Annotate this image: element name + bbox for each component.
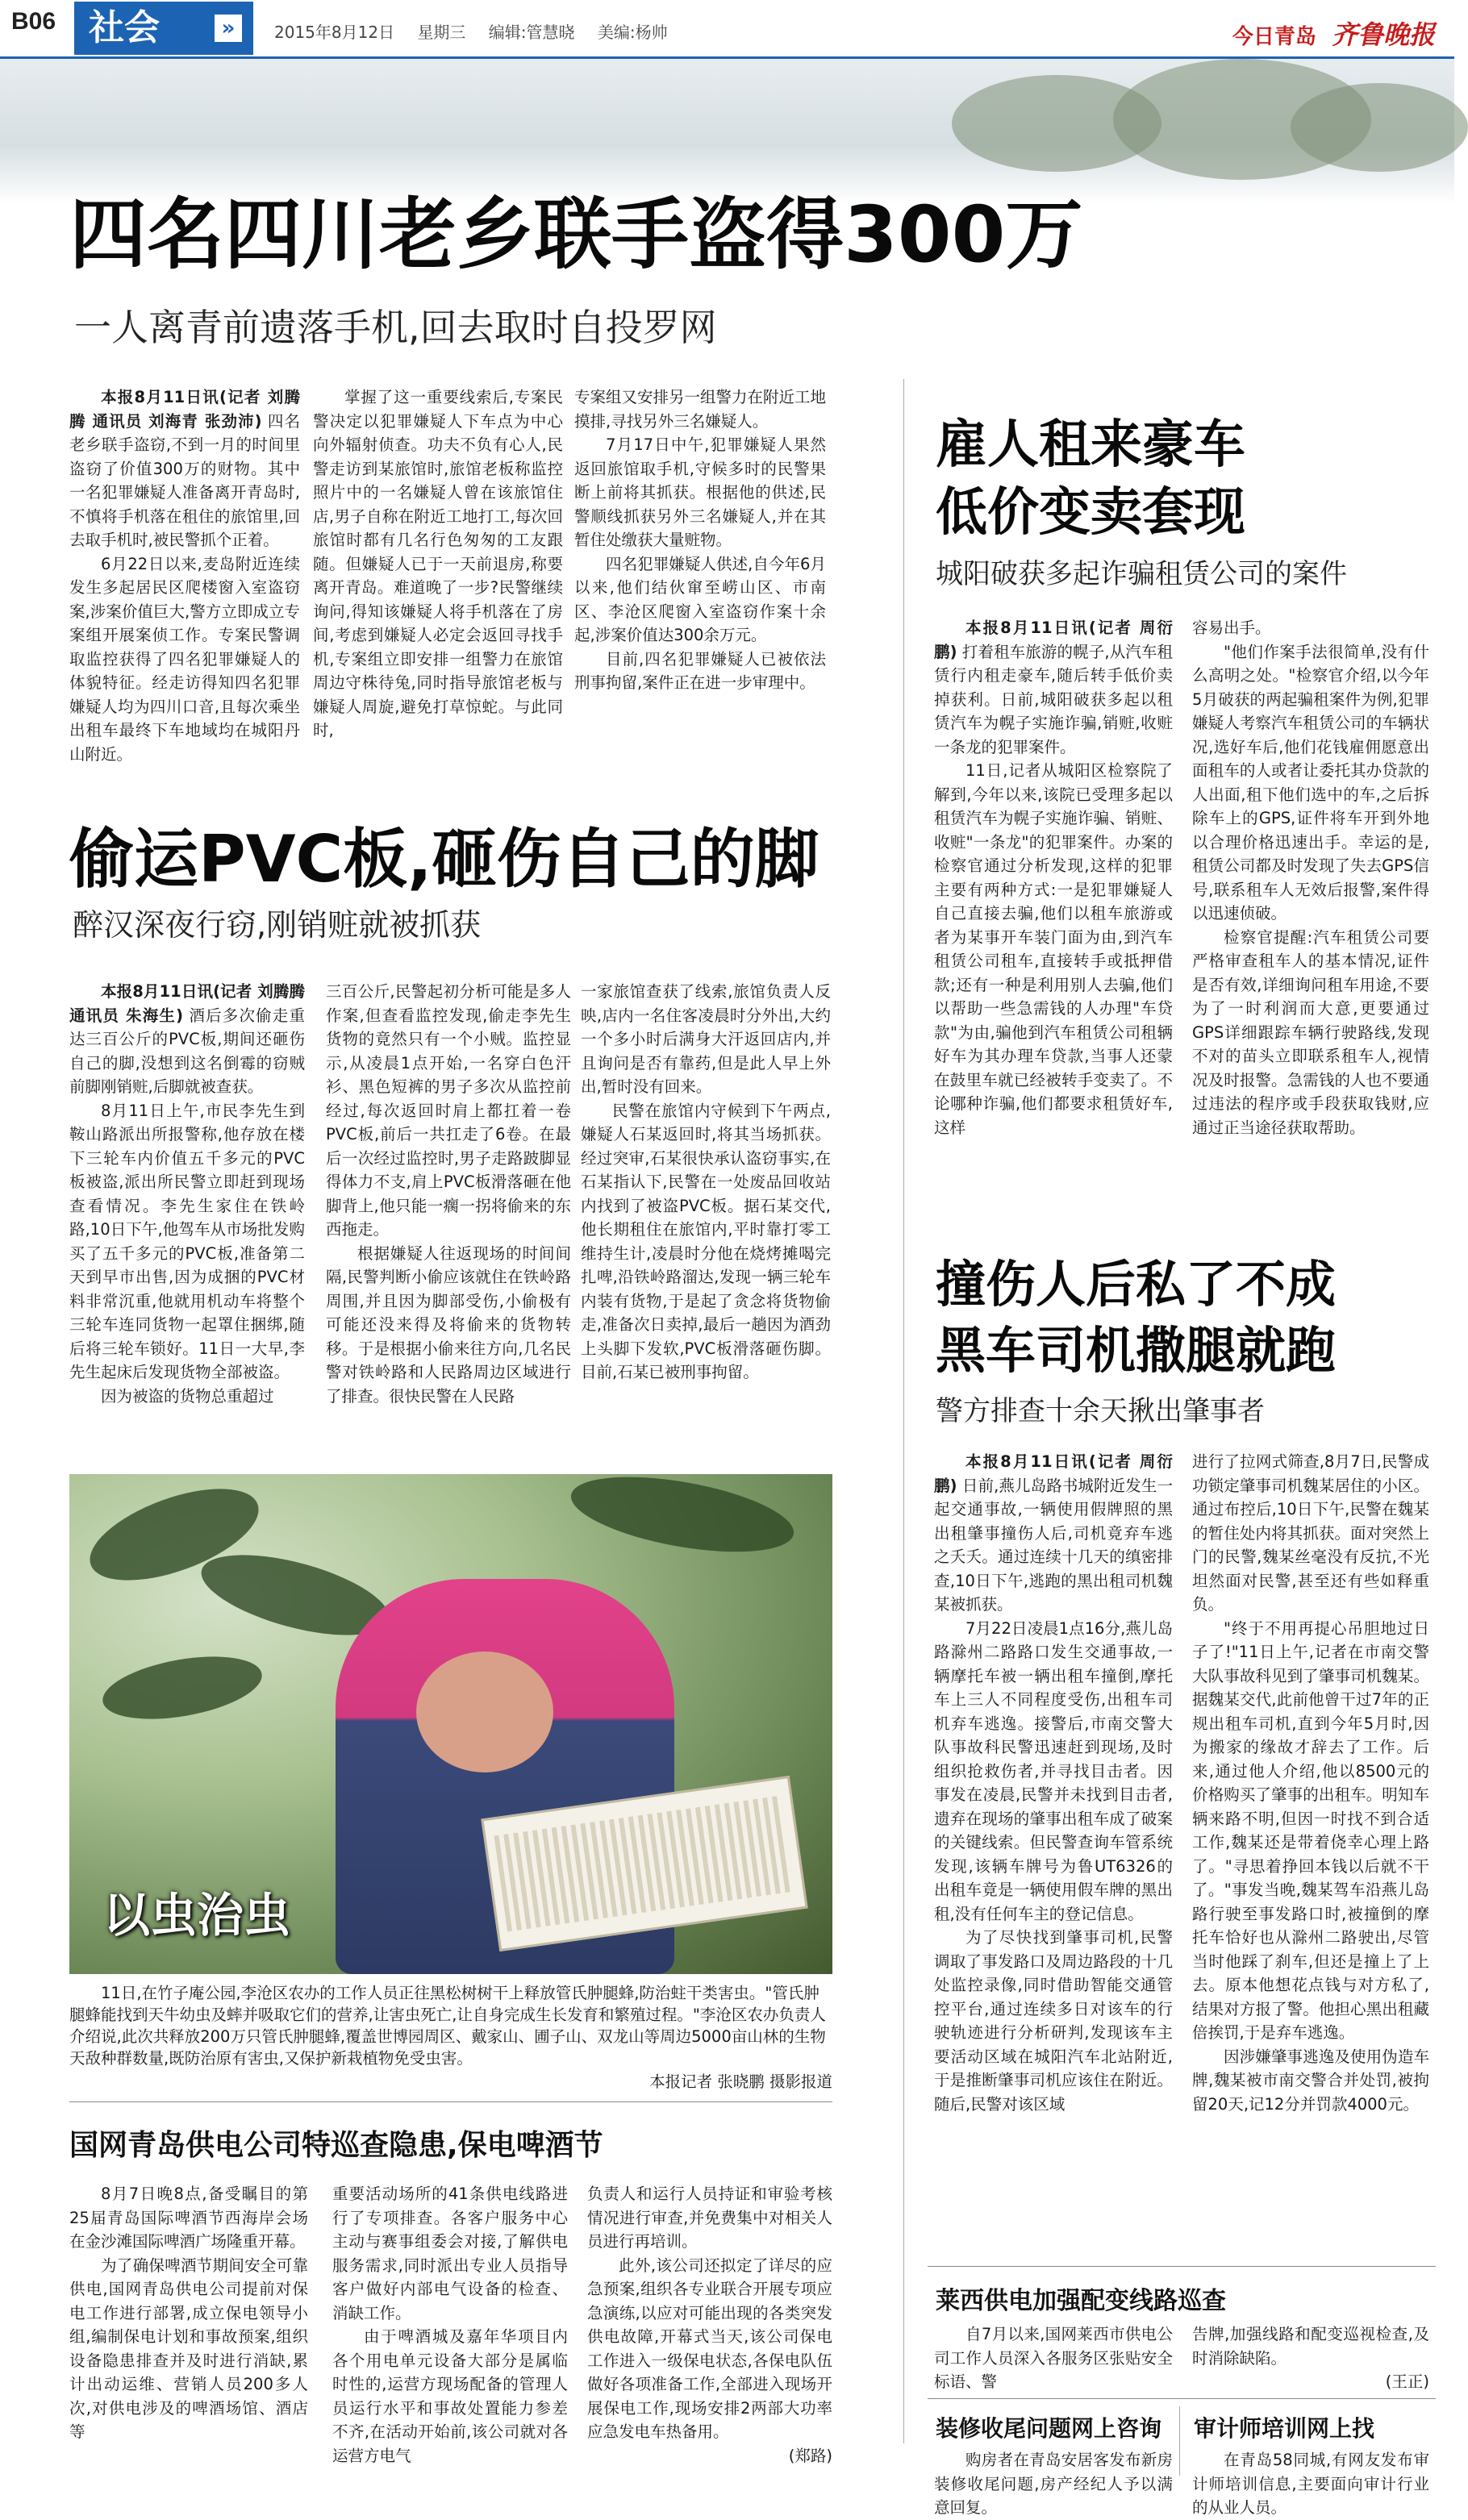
article3-headline-line1: 雇人租来豪车 — [936, 415, 1245, 475]
article2-paragraph: 酒后多次偷走重达三百公斤的PVC板,期间还砸伤自己的脚,没想到这名倒霉的窃贼前脚刚销赃,后脚就被查获。 — [69, 1006, 305, 1096]
column-divider — [903, 379, 904, 2443]
brief3-body — [1192, 2448, 1429, 2517]
article2-paragraph: 民警在旅馆内守候到下午两点,嫌疑人石某返回时,将其当场抓获。经过突审,石某很快承认盗窃事实,在石某指认下,民警在一处废品回收站内找到了被盗PVC板。据石某交代,他长期租住在旅馆内,平时靠打零工维持生计,凌晨时分他在烧烤摊喝完扎啤,沿铁岭路溜达,发现一辆三轮车内装有货物,于是起了贪念将货物偷走,准备次日卖掉,最后一趟因为酒劲上头脚下发软,PVC板滑落砸伤脚。目前,石某已被刑事拘留。 — [581, 1101, 831, 1381]
article4-byline: 本报8月11日讯(记者 周衍鹏) — [934, 1452, 1173, 1495]
article3-headline-line2: 低价变卖套现 — [936, 483, 1245, 543]
article2-paragraph: 因为被盗的货物总重超过 — [101, 1386, 274, 1406]
brief1-title: 莱西供电加强配变线路巡查 — [936, 2287, 1226, 2315]
brief1-author: (王正) — [1385, 2372, 1429, 2391]
worker-face — [416, 1652, 553, 1772]
article1-paragraph: 四名老乡联手盗窃,不到一月的时间里盗窃了价值300万的财物。其中一名犯罪嫌疑人准备离开青岛时,不慎将手机落在租住的旅馆里,回去取手机时,被民警抓个正着。 — [69, 411, 301, 549]
article4-paragraph: 日前,燕儿岛路书城附近发生一起交通事故,一辆使用假牌照的黑出租肇事撞伤人后,司机竟弃车逃之夭夭。通过连续十几天的缜密排查,10日下午,逃跑的黑出租司机魏某被抓获。 — [934, 1476, 1173, 1614]
brief1-text: 告牌,加强线路和配变巡视检查,及时消除缺陷。 — [1192, 2325, 1429, 2368]
article2-paragraph: 三百公斤,民警起初分析可能是多人作案,但查看监控发现,偷走李先生货物的竟然只有一个小贼。监控显示,从凌晨1点开始,一名穿白色汗衫、黑色短裤的男子多次从监控前经过,每次返回时肩上都扛着一卷PVC板,前后一共扛走了6卷。在最后一次经过监控时,男子走路跛脚显得体力不支,肩上PVC板滑落砸在他脚背上,他只能一瘸一拐将偷来的东西拖走。 — [326, 982, 571, 1239]
article3-byline: 本报8月11日讯(记者 周衍鹏) — [934, 619, 1173, 661]
brief-divider-vertical — [1179, 2406, 1180, 2476]
article5-column-3 — [587, 2182, 832, 2465]
article2-column-2 — [326, 980, 571, 1464]
article4-headline-line2: 黑车司机撒腿就跑 — [936, 1321, 1337, 1380]
brief-divider — [928, 2266, 1436, 2267]
article1-paragraph: 6月22日以来,麦岛附近连续发生多起居民区爬楼窗入室盗窃案,涉案价值巨大,警方立即成立专案组开展案侦工作。专案民警调取监控获得了四名犯罪嫌疑人的体貌特征。经走访得知四名犯罪嫌疑人均为四川口音,且每次乘坐出租车最终下车地域均在城阳丹山附近。 — [69, 554, 300, 764]
brand-logo: 齐鲁晚报 — [1331, 19, 1435, 50]
top-banner-photo — [0, 59, 1454, 204]
brief-divider — [928, 2398, 1436, 2399]
article1-paragraph: 目前,四名犯罪嫌疑人已被依法刑事拘留,案件正在进一步审理中。 — [574, 649, 826, 692]
article2-headline: 偷运PVC板,砸伤自己的脚 — [69, 822, 819, 897]
issue-weekday: 星期三 — [417, 23, 466, 42]
article4-subhead: 警方排查十余天揪出肇事者 — [936, 1395, 1265, 1427]
article1-headline: 四名四川老乡联手盗得300万 — [69, 190, 1083, 280]
article2-paragraph: 根据嫌疑人往返现场的时间间隔,民警判断小偷应该就住在铁岭路周围,并且因为脚部受伤,小偷极有可能还没来得及将偷来的货物转移。于是根据小偷来往方向,几名民警对铁岭路和人民路周边区域进行了排查。很快民警在人民路 — [326, 1243, 571, 1406]
article3-paragraph: 11日,记者从城阳区检察院了解到,今年以来,该院已受理多起以租赁汽车为幌子实施诈骗、销赃、收赃"一条龙"的犯罪案件。办案的检察官通过分析发现,这样的犯罪主要有两种方式:一是犯罪嫌疑人自己直接去骗,他们以租车旅游或者为某事开车装门面为由,到汽车租赁公司租车,直接转手或抵押借款;还有一种是利用别人去骗,他们以帮助一些急需钱的人办理"车贷款"为由,骗他到汽车租赁公司租辆好车为其办理车贷款,当事人还蒙在鼓里车就已经被转手变卖了。不论哪种诈骗,他们都要求租赁好车,这样 — [934, 761, 1173, 1137]
article5-paragraph: 为了确保啤酒节期间安全可靠供电,国网青岛供电公司提前对保电工作进行部署,成立保电领导小组,编制保电计划和事故预案,组织设备隐患排查并及时进行消缺,累计出动运维、营销人员200多人次,对供电涉及的啤酒场馆、酒店等 — [69, 2256, 308, 2441]
brief1-column-2 — [1192, 2322, 1429, 2397]
edition-name: 今日青岛 — [1232, 25, 1316, 49]
brief1-column-1 — [934, 2322, 1173, 2397]
brief3-title: 审计师培训网上找 — [1194, 2415, 1375, 2442]
article4-paragraph: 进行了拉网式筛查,8月7日,民警成功锁定肇事司机魏某居住的小区。通过布控后,10日下午,民警在魏某的暂住处内将其抓获。面对突然上门的民警,魏某丝毫没有反抗,不光坦然面对民警,甚至还有些如释重负。 — [1192, 1452, 1429, 1614]
issue-date: 2015年8月12日 — [274, 23, 395, 42]
brief2-title: 装修收尾问题网上咨询 — [936, 2415, 1162, 2442]
article5-column-1 — [69, 2182, 308, 2456]
article5-paragraph: 由于啤酒城及嘉年华项目内各个用电单元设备大部分是属临时性的,运营方现场配备的管理人员运行水平和事故处置能力参差不齐,在活动开始前,该公司就对各运营方电气 — [332, 2327, 568, 2465]
article1-column-2 — [313, 385, 563, 797]
article1-subhead: 一人离青前遗落手机,回去取时自投罗网 — [74, 306, 717, 349]
article1-column-3 — [574, 385, 826, 797]
article5-column-2 — [332, 2182, 568, 2465]
section-label — [74, 2, 253, 55]
page-number: B06 — [11, 8, 56, 35]
photo-caption-text: 11日,在竹子庵公园,李沧区农办的工作人员正往黑松树树干上释放管氏肿腿蜂,防治蛀干类害虫。"管氏肿腿蜂能找到天牛幼虫及蟀并吸取它们的营养,让害虫死亡,让自身完成生长发育和繁殖过程。"李沧区农办负责人介绍说,此次共释放200万只管氏肿腿蜂,覆盖世博园周区、戴家山、圃子山、双龙山等周边5000亩山林的生物天敌种群数量,既防治原有害虫,又保护新栽植物免受虫害。 — [69, 1984, 826, 2068]
article2-subhead: 醉汉深夜行窃,刚销赃就被抓获 — [73, 907, 482, 943]
article4-headline-line1: 撞伤人后私了不成 — [936, 1255, 1337, 1314]
article2-paragraph: 一家旅馆查获了线索,旅馆负责人反映,店内一名住客凌晨时分外出,大约一个多小时后满身大汗返回店内,并且询问是否有靠药,但是此人早上外出,暂时没有回来。 — [581, 982, 831, 1096]
section-divider — [69, 2101, 832, 2102]
article5-headline: 国网青岛供电公司特巡查隐患,保电啤酒节 — [69, 2129, 603, 2162]
article2-column-3 — [581, 980, 831, 1464]
photo-caption — [69, 1982, 832, 2093]
article3-paragraph: 打着租车旅游的幌子,从汽车租赁行内租走豪车,随后转手低价卖掉获利。日前,城阳破获多起以租赁汽车为幌子实施诈骗,销赃,收赃一条龙的犯罪案件。 — [934, 642, 1173, 756]
article1-paragraph: 四名犯罪嫌疑人供述,自今年6月以来,他们结伙窜至崂山区、市南区、李沧区爬窗入室盗窃作案十余起,涉案价值达300余万元。 — [574, 554, 826, 644]
article4-column-1 — [934, 1450, 1173, 2256]
article5-paragraph: 重要活动场所的41条供电线路进行了专项排查。各客户服务中心主动与赛事组委会对接,了解供电服务需求,同时派出专业人员指导客户做好内部电气设备的检查、消缺工作。 — [332, 2185, 568, 2322]
chevron-right-icon: » — [215, 15, 242, 42]
article2-byline: 本报8月11日讯(记者 刘腾腾 通讯员 朱海生) — [69, 982, 305, 1025]
photo-overlay-title: 以虫治虫 — [103, 1888, 291, 1943]
article4-paragraph: 因涉嫌肇事逃逸及使用伪造车牌,魏某被市南交警合并处罚,被拘留20天,记12分并罚款4000元。 — [1192, 2047, 1429, 2114]
brief3-text: 在青岛58同城,有网友发布审计师培训信息,主要面向审计行业的从业人员。 — [1192, 2451, 1429, 2517]
brief2-text: 购房者在青岛安居客发布新房装修收尾问题,房产经纪人予以满意回复。 — [934, 2451, 1173, 2517]
section-name: 社会 — [89, 7, 160, 48]
article2-column-1 — [69, 980, 305, 1464]
article5-author: (郑路) — [788, 2446, 832, 2465]
article5-paragraph: 8月7日晚8点,备受瞩目的第25届青岛国际啤酒节西海岸会场在金沙滩国际啤酒广场隆重开幕。 — [69, 2185, 308, 2251]
article2-paragraph: 8月11日上午,市民李先生到鞍山路派出所报警称,他存放在楼下三轮车内价值五千多元的PVC板被盗,派出所民警立即赶到现场查看情况。李先生家住在铁岭路,10日下午,他驾车从市场批发购买了五千多元的PVC板,准备第二天到早市出售,因为成捆的PVC材料非常沉重,他就用机动车将整个三轮车连同货物一起罩住捆绑,随后将三轮车锁好。11日一大早,李先生起床后发现货物全部被盗。 — [69, 1101, 305, 1381]
issue-meta — [274, 19, 686, 43]
brief2-body — [934, 2448, 1173, 2517]
article5-paragraph: 负责人和运行人员持证和审验考核情况进行审查,并免费集中对相关人员进行再培训。 — [587, 2185, 832, 2251]
brief1-text: 自7月以来,国网莱西市供电公司工作人员深入各服务区张贴安全标语、警 — [934, 2325, 1173, 2391]
article3-paragraph: "他们作案手法很简单,没有什么高明之处。"检察官介绍,以今年5月破获的两起骗租案件为例,犯罪嫌疑人考察汽车租赁公司的车辆状况,选好车后,他们花钱雇佣愿意出面租车的人或者让委托其办贷款的人出面,租下他们选中的车,之后拆除车上的GPS,证件将车开到外地以合理价格迅速出手。幸运的是,租赁公司都及时发现了失去GPS信号,联系租车人无效后报警,案件得以迅速侦破。 — [1192, 642, 1429, 923]
article1-column-1 — [69, 385, 300, 797]
editor: 编辑:管慧晓 — [488, 23, 575, 42]
article1-paragraph: 专案组又安排另一组警力在附近工地摸排,寻找另外三名嫌疑人。 — [574, 388, 827, 431]
photo-credit: 本报记者 张晓鹏 摄影报道 — [649, 2072, 832, 2091]
article1-paragraph: 掌握了这一重要线索后,专案民警决定以犯罪嫌疑人下车点为中心向外辐射侦查。功夫不负有心人,民警走访到某旅馆时,旅馆老板称监控照片中的一名嫌疑人曾在该旅馆住店,男子自称在附近工地打工,每次回旅馆时都有几名行色匆匆的工友跟随。但嫌疑人已于一天前退房,称要离开青岛。难道晚了一步?民警继续询问,得知该嫌疑人将手机落在了房间,考虑到嫌疑人必定会返回寻找手机,专案组立即安排一组警力在旅馆周边守株待兔,同时指导旅馆老板与嫌疑人周旋,避免打草惊蛇。与此同时, — [313, 388, 563, 739]
article4-column-2 — [1192, 1450, 1429, 2256]
article5-paragraph: 此外,该公司还拟定了详尽的应急预案,组织各专业联合开展专项应急演练,以应对可能出现的各类突发供电故障,开幕式当天,该公司保电工作进入一级保电状态,各保电队伍做好各项准备工作,全部进入现场开展保电工作,现场安排2两部大功率应急发电车热备用。 — [587, 2256, 832, 2441]
article3-paragraph: 检察官提醒:汽车租赁公司要严格审查租车人的基本情况,证件是否有效,详细询问租车用途,不要为了一时利润而大意,更要通过GPS详细跟踪车辆行驶路线,发现不对的苗头立即联系租车人,视情况及时报警。急需钱的人也不要通过违法的程序或手段获取钱财,应通过正当途径获取帮助。 — [1192, 927, 1429, 1137]
article4-paragraph: 为了尽快找到肇事司机,民警调取了事发路口及周边路段的十几处监控录像,同时借助智能交通管控平台,通过连续多日对该车的行驶轨迹进行分析研判,发现该车主要活动区域在城阳汽车北站附近,于是推断肇事司机应该住在附近。随后,民警对该区域 — [934, 1928, 1173, 2114]
article3-paragraph: 容易出手。 — [1192, 619, 1271, 637]
article3-subhead: 城阳破获多起诈骗租赁公司的案件 — [936, 558, 1347, 590]
article4-paragraph: 7月22日凌晨1点16分,燕儿岛路滁州二路路口发生交通事故,一辆摩托车被一辆出租车撞倒,摩托车上三人不同程度受伤,出租车司机弃车逃逸。接警后,市南交警大队事故科民警迅速赶到现场,及时组织抢救伤者,并寻找目击者。因事发在凌晨,民警并未找到目击者,遗弃在现场的肇事出租车成了破案的关键线索。但民警查询车管系统发现,该辆车牌号为鲁UT6326的出租车竟是一辆使用假车牌的黑出租,没有任何车主的登记信息。 — [934, 1618, 1173, 1923]
edition-brand — [1232, 15, 1435, 52]
article3-column-1 — [934, 616, 1173, 1213]
designer: 美编:杨帅 — [597, 23, 668, 42]
article1-paragraph: 7月17日中午,犯罪嫌疑人果然返回旅馆取手机,守候多时的民警果断上前将其抓获。根据他的供述,民警顺线抓获另外三名嫌疑人,并在其暂住处缴获大量赃物。 — [574, 435, 826, 549]
article4-paragraph: "终于不用再提心吊胆地过日子了!"11日上午,记者在市南交警大队事故科见到了肇事司机魏某。据魏某交代,此前他曾干过7年的正规出租车司机,直到今年5月时,因为搬家的缘故才辞去了工作。后来,通过他人介绍,他以8500元的价格购买了肇事的出租车。明知车辆来路不明,但因一时找不到合适工作,魏某还是带着侥幸心理上路了。"寻思着挣回本钱以后就不干了。"事发当晚,魏某驾车沿燕儿岛路行驶至事发路口时,被撞倒的摩托车恰好也从滁州二路驶出,尽管当时他踩了刹车,但还是撞上了上去。原本他想花点钱与对方私了,结果对方报了警。他担心黑出租藏倍挨罚,于是弃车逃逸。 — [1192, 1618, 1429, 2042]
article3-column-2 — [1192, 616, 1429, 1213]
article1-byline: 本报8月11日讯(记者 刘腾腾 通讯员 刘海青 张劲沛) — [69, 388, 300, 431]
